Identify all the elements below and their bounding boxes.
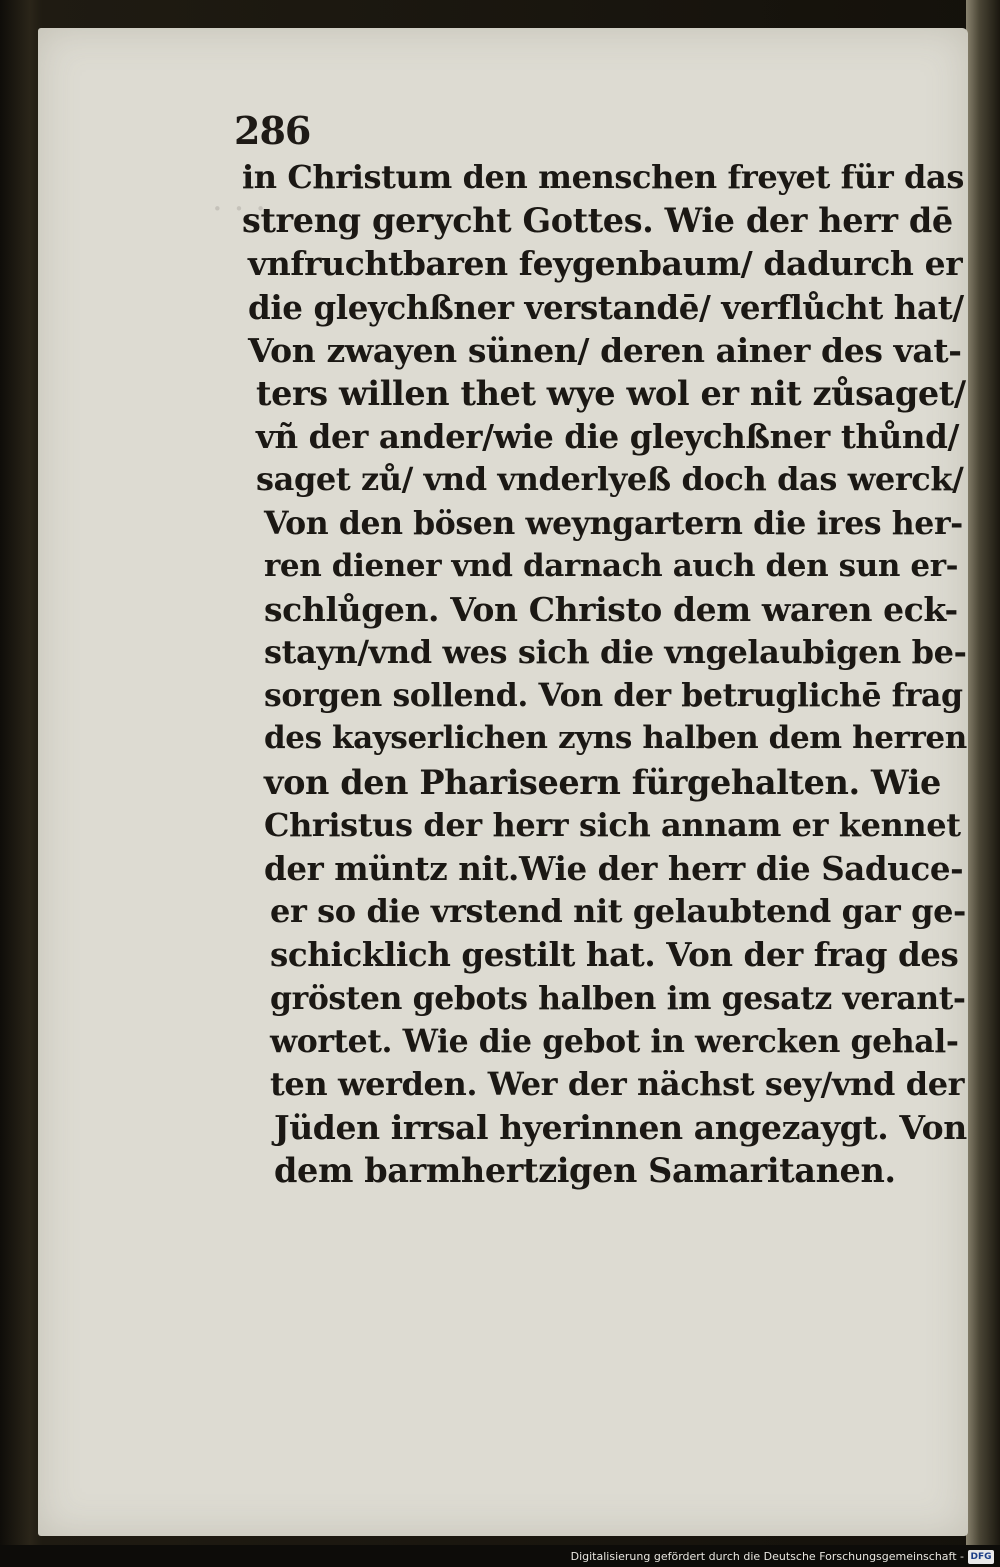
text-line: saget zů/ vnd vnderlyeß doch das werck/ (256, 460, 964, 499)
text-line: vnfruchtbaren feygenbaum/ dadurch er (248, 244, 963, 284)
book-edge-shadow (966, 0, 1000, 1545)
show-through-text: . . . (211, 179, 266, 219)
text-line: in Christum den menschen freyet für das (242, 158, 964, 196)
text-line: der müntz nit.Wie der herr die Saduce- (264, 849, 964, 888)
page-number: 286 (234, 108, 311, 153)
text-line: ren diener vnd darnach auch den sun er- (264, 547, 959, 584)
text-line: Jüden irrsal hyerinnen angezaygt. Von (274, 1108, 967, 1148)
text-line: stayn/vnd wes sich die vngelaubigen be- (264, 633, 967, 672)
text-line: er so die vrstend nit gelaubtend gar ge- (270, 892, 966, 931)
text-line: schlůgen. Von Christo dem waren eck- (264, 589, 958, 629)
text-line: Christus der herr sich annam er kennet (264, 805, 961, 844)
text-line: sorgen sollend. Von der betruglichē frag (264, 677, 963, 715)
text-line: dem barmhertzigen Samaritanen. (274, 1151, 896, 1191)
dfg-logo: DFG (968, 1550, 994, 1564)
text-line: wortet. Wie die gebot in wercken gehal- (270, 1022, 959, 1060)
body-text (238, 156, 968, 1193)
text-line: die gleychßner verstandē/ verflůcht hat/ (248, 287, 964, 327)
text-line: grösten gebots halben im gesatz verant- (270, 979, 966, 1017)
digitization-credit: Digitalisierung gefördert durch die Deutsche Forschungsgemeinschaft - (570, 1550, 964, 1563)
text-line: streng gerycht Gottes. Wie der herr dē (242, 201, 953, 241)
text-line: von den Phariseern fürgehalten. Wie (264, 762, 941, 802)
text-line: Von zwayen sünen/ deren ainer des vat- (248, 330, 962, 370)
text-line: Von den bösen weyngartern die ires her- (264, 504, 963, 542)
text-line: schicklich gestilt hat. Von der frag des (270, 935, 959, 975)
text-line: vñ der ander/wie die gleychßner thůnd/ (256, 417, 959, 457)
text-line: ten werden. Wer der nächst sey/vnd der (270, 1064, 965, 1103)
text-line: des kayserlichen zyns halben dem herren (264, 720, 967, 757)
text-line: ters willen thet wye wol er nit zůsaget/ (256, 373, 966, 413)
footer-bar (0, 1545, 1000, 1567)
